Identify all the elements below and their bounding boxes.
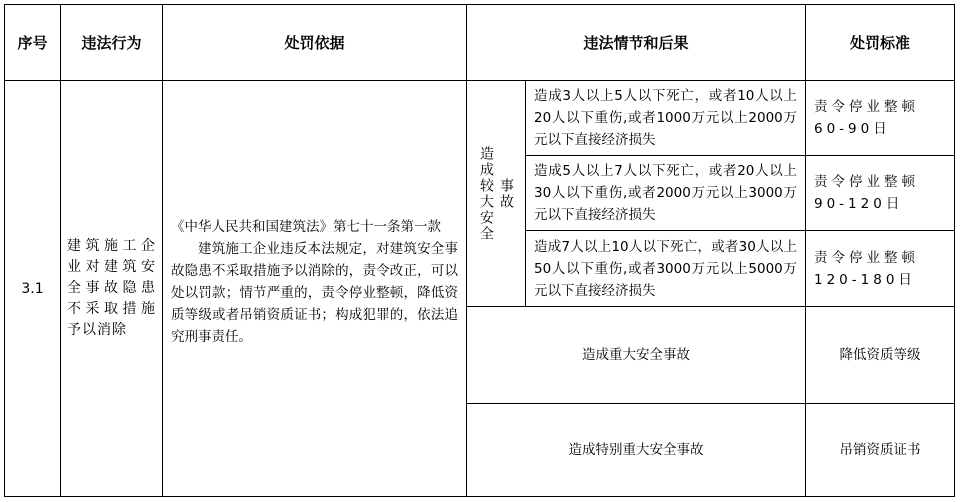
basis-body: 建筑施工企业违反本法规定，对建筑安全事故隐患不采取措施予以消除的，责令改正，可以处以罚款；情节严重的，责令停业整顿，降低资质等级或者吊销资质证书；构成犯罪的，依法追究刑事责任。 [171,240,458,345]
major-penalty: 降低资质等级 [839,347,921,363]
sub-row-1-penalty: 责令停业整顿60-90日 [814,99,919,137]
basis-title: 《中华人民共和国建筑法》第七十一条第一款 [171,218,441,235]
header-basis: 处罚依据 [284,34,345,52]
sub-row-3-consequence-cell [526,231,805,306]
header-seq: 序号 [17,34,48,52]
row-violation: 建筑施工企业对建筑安全事故隐患不采取措施予以消除 [67,238,156,338]
severe-penalty: 吊销资质证书 [839,442,921,458]
severe-consequence: 造成特别重大安全事故 [568,442,704,458]
sub-row-3-penalty: 责令停业整顿120-180日 [814,249,919,288]
row-seq: 3.1 [21,280,44,297]
sub-row-2-consequence-cell [526,156,805,230]
row-basis-cell [163,81,466,496]
header-violation: 违法行为 [81,34,142,52]
sub-row-1-penalty-cell [806,81,954,155]
sub-row-1-consequence: 造成3人以上5人以下死亡，或者10人以上20人以下重伤,或者1000万元以上2000万元以下直接经济损失 [534,88,797,148]
sub-row-3-penalty-cell [806,231,954,306]
sub-row-2-consequence: 造成5人以上7人以下死亡，或者20人以上30人以下重伤,或者2000万元以上3000万元以下直接经济损失 [534,163,797,223]
group-label: 造成较大安全事故 [478,145,514,242]
header-standard: 处罚标准 [849,34,910,52]
sub-row-2-penalty: 责令停业整顿90-120日 [814,174,919,212]
sub-row-1-consequence-cell [526,81,805,155]
major-consequence: 造成重大安全事故 [582,347,690,363]
table-border-bottom [4,496,955,497]
header-circumstance: 违法情节和后果 [583,34,689,52]
group-label-cell [467,81,525,306]
row-violation-cell [61,81,162,496]
table-border-right [954,4,955,497]
sub-row-2-penalty-cell [806,156,954,230]
sub-row-3-consequence: 造成7人以上10人以下死亡，或者30人以上50人以下重伤,或者3000万元以上5000万元以下直接经济损失 [534,238,797,299]
